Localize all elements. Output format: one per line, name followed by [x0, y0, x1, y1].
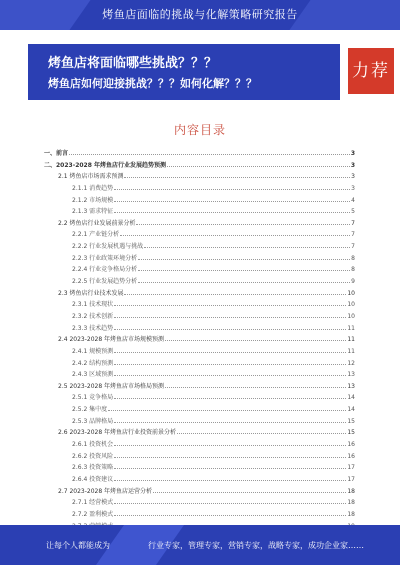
toc-entry-label: 2.5.3 品牌格局	[72, 417, 114, 425]
toc-entry[interactable]	[44, 486, 355, 498]
toc-entry-label: 2.5.2 集中度	[72, 406, 108, 414]
toc-entry-page: 10	[347, 289, 355, 297]
toc-entry[interactable]	[44, 241, 355, 253]
toc-entry-page: 14	[347, 406, 355, 414]
toc-entry-page: 8	[351, 266, 355, 274]
toc-entry[interactable]	[44, 369, 355, 381]
toc-entry[interactable]	[44, 311, 355, 323]
toc-entry-page: 8	[351, 254, 355, 262]
toc-entry[interactable]	[44, 427, 355, 439]
report-title: 烤鱼店面临的挑战与化解策略研究报告	[102, 8, 298, 21]
toc-entry-label: 2.4 2023-2028 年烤鱼店市场规模预测	[58, 336, 165, 344]
toc-entry-page: 13	[347, 371, 355, 379]
toc-entry-page: 18	[347, 510, 355, 518]
toc-entry-label: 2.6.2 投资风险	[72, 452, 114, 460]
toc-entry[interactable]	[44, 229, 355, 241]
toc-leader-dots	[177, 429, 346, 434]
toc-entry-page: 10	[347, 312, 355, 320]
toc-entry[interactable]	[44, 392, 355, 404]
toc-entry-label: 一、前言	[44, 150, 69, 157]
toc-entry-label: 2.2.1 产业链分析	[72, 231, 120, 239]
toc-entry-label: 2.5.1 竞争格局	[72, 394, 114, 402]
toc-entry-page: 3	[350, 150, 355, 157]
toc-entry-page: 17	[347, 475, 355, 483]
toc-entry-page: 14	[347, 394, 355, 402]
toc-entry[interactable]	[44, 334, 355, 346]
toc-entry-page: 13	[347, 382, 355, 390]
toc-leader-dots	[114, 325, 346, 330]
toc-entry-page: 4	[351, 196, 355, 204]
toc-leader-dots	[114, 371, 346, 376]
toc-entry-page: 5	[351, 208, 355, 216]
toc-entry-page: 7	[351, 219, 355, 227]
toc-entry[interactable]	[44, 253, 355, 265]
toc-entry-page: 3	[351, 184, 355, 192]
toc-entry[interactable]	[44, 509, 355, 521]
toc-entry[interactable]	[44, 288, 355, 300]
footer-experts: 行业专家，管理专家，营销专家，战略专家，成功企业家……	[148, 541, 364, 550]
toc-entry-label: 二、2023-2028 年烤鱼店行业发展趋势预测	[44, 161, 166, 169]
toc-leader-dots	[114, 185, 350, 190]
toc-entry-label: 2.1.3 需求特征	[72, 208, 114, 216]
toc-heading: 内容目录	[173, 123, 226, 137]
toc-entry-page: 15	[347, 417, 355, 425]
toc-entry-label: 2.2.3 行业政策环境分析	[72, 254, 138, 262]
toc-entry-label: 2.1.1 消费趋势	[72, 184, 114, 192]
toc-entry-label: 2.3.3 技术趋势	[72, 324, 114, 332]
toc-entry-label: 2.3.1 技术现状	[72, 301, 114, 309]
toc-entry-label: 2.4.2 结构预测	[72, 359, 114, 367]
banner-question-1: 烤鱼店将面临哪些挑战？？？	[48, 56, 218, 71]
toc-entry[interactable]	[44, 299, 355, 311]
toc-leader-dots	[69, 150, 350, 155]
footer-slogan: 让每个人都能成为	[46, 541, 110, 550]
toc-leader-dots	[114, 511, 346, 516]
toc-leader-dots	[114, 301, 346, 306]
toc-entry[interactable]	[44, 462, 355, 474]
toc-entry-page: 10	[347, 301, 355, 309]
toc-entry[interactable]	[44, 276, 355, 288]
toc-entry-label: 2.1.2 市场规模	[72, 196, 114, 204]
toc-leader-dots	[114, 499, 346, 504]
toc-leader-dots	[136, 220, 350, 225]
toc-leader-dots	[138, 266, 350, 271]
toc-leader-dots	[114, 208, 350, 213]
toc-entry-label: 2.6.3 投资策略	[72, 464, 114, 472]
toc-entry[interactable]	[44, 195, 355, 207]
toc-entry-page: 11	[347, 324, 355, 332]
toc-leader-dots	[144, 243, 350, 248]
toc-entry-label: 2.6 2023-2028 年烤鱼店行业投资前景分析	[58, 429, 177, 437]
toc-entry[interactable]	[44, 439, 355, 451]
toc-leader-dots	[165, 336, 346, 341]
toc-entry-label: 2.4.3 区域预测	[72, 371, 114, 379]
toc-leader-dots	[124, 173, 350, 178]
toc-entry-label: 2.3.2 技术创新	[72, 312, 114, 320]
toc-leader-dots	[114, 360, 346, 365]
recommend-badge: 力荐	[348, 48, 394, 94]
toc-leader-dots	[165, 383, 346, 388]
toc-entry-page: 18	[347, 487, 355, 495]
toc-entry[interactable]	[44, 404, 355, 416]
toc-entry[interactable]	[44, 451, 355, 463]
toc-leader-dots	[114, 464, 346, 469]
toc-entry[interactable]	[44, 346, 355, 358]
toc-entry-page: 3	[351, 173, 355, 181]
toc-entry[interactable]	[44, 171, 355, 183]
toc-leader-dots	[138, 278, 350, 283]
toc-entry-page: 12	[347, 359, 355, 367]
toc-leader-dots	[114, 197, 350, 202]
footer-bar	[0, 525, 400, 565]
toc-entry-page: 11	[347, 347, 355, 355]
toc-entry[interactable]	[44, 148, 355, 160]
toc-entry-label: 2.6.1 投资机会	[72, 441, 114, 449]
toc-entry[interactable]	[44, 497, 355, 509]
toc-entry-label: 2.1 烤鱼店市场需求预测	[58, 173, 124, 181]
banner-question-2: 烤鱼店如何迎接挑战？？？如何化解？？？	[48, 77, 257, 90]
toc-entry-page: 7	[351, 243, 355, 251]
toc-leader-dots	[120, 231, 350, 236]
toc-leader-dots	[167, 162, 350, 167]
toc-entry[interactable]	[44, 323, 355, 335]
toc-leader-dots	[114, 418, 346, 423]
toc-leader-dots	[124, 290, 346, 295]
toc-entry-label: 2.5 2023-2028 年烤鱼店市场格局预测	[58, 382, 165, 390]
toc-entry-page: 18	[347, 499, 355, 507]
toc-entry[interactable]	[44, 416, 355, 428]
toc-entry-label: 2.2.2 行业发展机遇与挑战	[72, 243, 144, 251]
toc-leader-dots	[114, 453, 346, 458]
toc-entry-page: 7	[351, 231, 355, 239]
toc-entry-label: 2.3 烤鱼店行业技术发展	[58, 289, 124, 297]
toc-leader-dots	[114, 313, 346, 318]
toc-entry-label: 2.7 2023-2028 年烤鱼店运营分析	[58, 487, 153, 495]
question-banner	[28, 44, 340, 100]
toc-entry[interactable]	[44, 183, 355, 195]
toc-entry-label: 2.6.4 投资建议	[72, 475, 114, 483]
toc-entry[interactable]	[44, 358, 355, 370]
toc-leader-dots	[114, 476, 346, 481]
toc-entry[interactable]	[44, 264, 355, 276]
toc-entry-page: 15	[347, 429, 355, 437]
toc-entry[interactable]	[44, 206, 355, 218]
table-of-contents	[44, 148, 355, 544]
top-header-bar	[0, 0, 400, 30]
toc-entry-label: 2.2.5 行业发展趋势分析	[72, 278, 138, 286]
toc-entry-page: 3	[350, 161, 355, 169]
toc-leader-dots	[153, 488, 346, 493]
toc-entry-page: 17	[347, 464, 355, 472]
toc-entry[interactable]	[44, 474, 355, 486]
toc-entry-label: 2.2 烤鱼店行业发展前景分析	[58, 219, 136, 227]
toc-entry-label: 2.7.2 盈利模式	[72, 510, 114, 518]
toc-entry-page: 16	[347, 441, 355, 449]
toc-entry[interactable]	[44, 160, 355, 172]
toc-leader-dots	[108, 406, 346, 411]
toc-entry-label: 2.4.1 规模预测	[72, 347, 114, 355]
toc-entry-label: 2.7.1 经营模式	[72, 499, 114, 507]
toc-entry-label: 2.2.4 行业竞争格局分析	[72, 266, 138, 274]
toc-leader-dots	[138, 255, 350, 260]
toc-leader-dots	[114, 348, 346, 353]
toc-entry-page: 16	[347, 452, 355, 460]
toc-leader-dots	[114, 394, 346, 399]
toc-entry-page: 9	[351, 278, 355, 286]
toc-entry[interactable]	[44, 218, 355, 230]
toc-entry[interactable]	[44, 381, 355, 393]
toc-entry-page: 11	[347, 336, 355, 344]
toc-leader-dots	[114, 441, 346, 446]
